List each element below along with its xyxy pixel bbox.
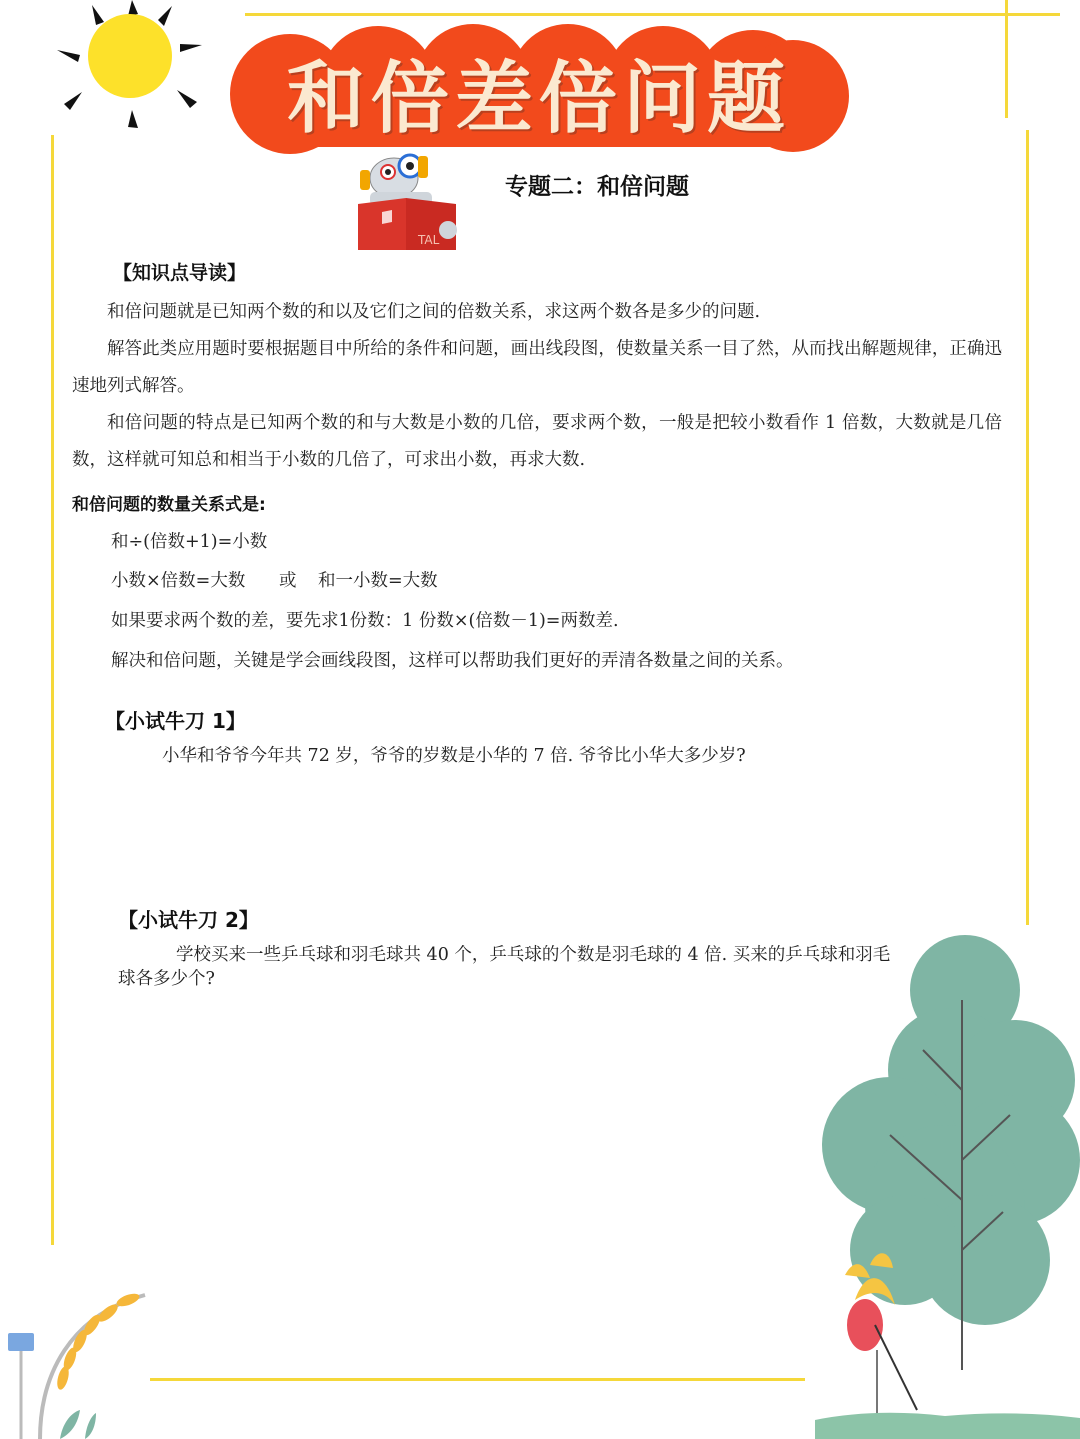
knowledge-para-3: 和倍问题的特点是已知两个数的和与大数是小数的几倍，要求两个数，一般是把较小数看作 1 倍数，大数就是几倍数，这样就可知总和相当于小数的几倍了，可求出小数，再求大数. — [72, 413, 1002, 470]
tree-illustration — [815, 930, 1080, 1439]
title-banner — [228, 22, 850, 162]
formula-line-3: 如果要求两个数的差，要先求1份数：1 份数×(倍数－1)=两数差. — [111, 611, 619, 631]
robot-reading-icon — [352, 152, 464, 252]
formula-line-2a: 小数×倍数=大数 — [111, 571, 246, 591]
frame-top-line — [245, 13, 1060, 16]
knowledge-heading: 【知识点导读】 — [113, 262, 247, 284]
knowledge-para-2: 解答此类应用题时要根据题目中所给的条件和问题，画出线段图，使数量关系一目了然，从而找出解题规律，正确迅速地列式解答。 — [72, 339, 1002, 396]
wheat-plant-illustration — [0, 1285, 160, 1439]
exercise-2-heading: 【小试牛刀 2】 — [118, 908, 259, 932]
frame-right-line — [1026, 130, 1029, 925]
sun-icon — [52, 0, 212, 135]
knowledge-tip: 解决和倍问题，关键是学会画线段图，这样可以帮助我们更好的弄清各数量之间的关系。 — [111, 651, 794, 671]
exercise-1-heading: 【小试牛刀 1】 — [105, 709, 246, 733]
frame-left-line — [51, 135, 54, 1245]
formula-line-2-or: 或 — [279, 571, 297, 591]
robot-badge-text: TAL — [418, 233, 440, 247]
exercise-2-line-2: 球各多少个? — [118, 969, 215, 989]
frame-bottom-line — [150, 1378, 805, 1381]
frame-right-short-line — [1005, 0, 1008, 118]
exercise-2-line-1: 学校买来一些乒乓球和羽毛球共 40 个，乒乓球的个数是羽毛球的 4 倍. 买来的乒乓球和羽毛 — [176, 945, 891, 965]
subtitle: 专题二：和倍问题 — [505, 174, 689, 200]
knowledge-para-1: 和倍问题就是已知两个数的和以及它们之间的倍数关系，求这两个数各是多少的问题. — [107, 302, 761, 322]
exercise-1-text: 小华和爷爷今年共 72 岁，爷爷的岁数是小华的 7 倍. 爷爷比小华大多少岁? — [162, 746, 746, 766]
formula-line-2b: 和一小数=大数 — [318, 571, 438, 591]
formula-heading: 和倍问题的数量关系式是: — [72, 495, 266, 515]
formula-line-1: 和÷(倍数+1)=小数 — [111, 532, 268, 552]
page-title: 和倍差倍问题 — [286, 54, 791, 144]
